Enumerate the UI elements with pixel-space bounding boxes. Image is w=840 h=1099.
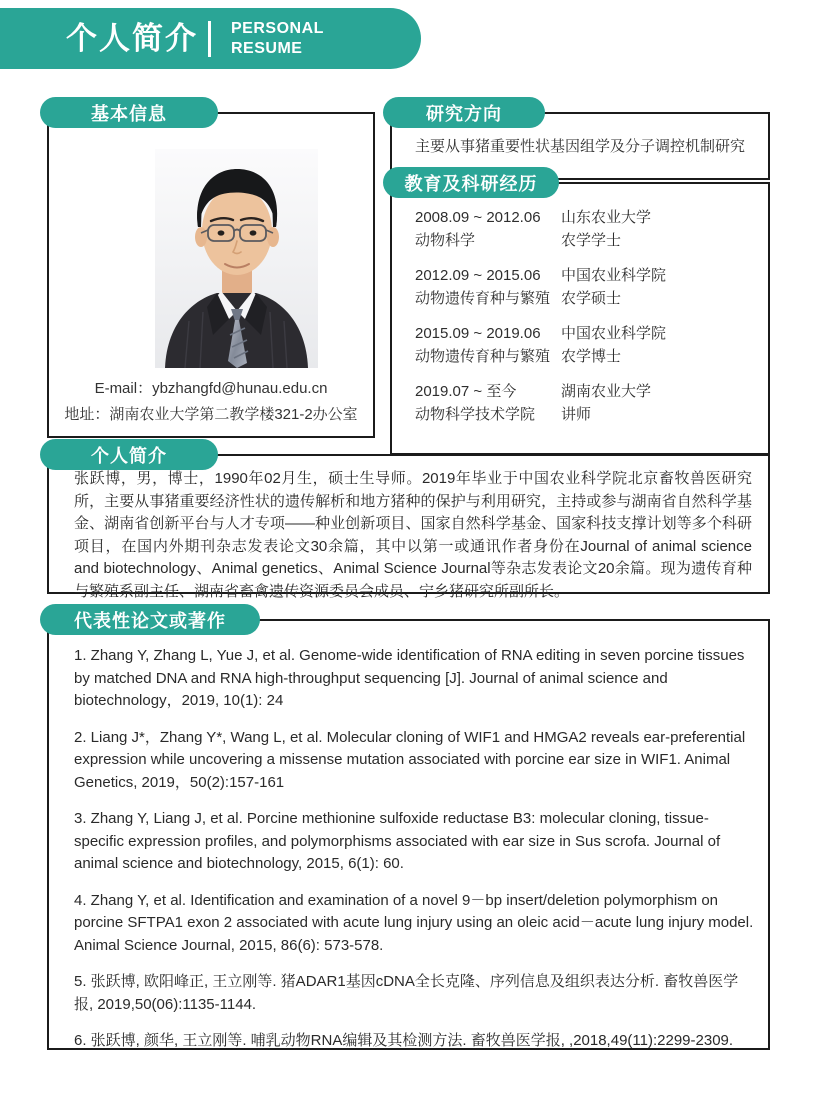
publication-item: 5. 张跃博, 欧阳峰正, 王立刚等. 猪ADAR1基因cDNA全长克隆、序列信息及组织表达分析. 畜牧兽医学报, 2019,50(06):1135-1144.	[74, 973, 739, 1013]
header-divider	[208, 21, 211, 57]
page-title-en-line2: RESUME	[231, 39, 303, 57]
edu-school: 中国农业科学院	[561, 325, 667, 342]
education-entry	[415, 380, 755, 426]
education-entry	[415, 206, 755, 252]
edu-degree: 讲师	[561, 406, 592, 423]
edu-degree: 农学学士	[561, 232, 622, 249]
publication-item: 4. Zhang Y, et al. Identification and examination of a novel 9－bp insert/deletion polymorphism on porcine SFTPA1 exon 2 associated with acute lung injury using an oleic acid－acute lung injury model. Animal Science Journal, 2015, 86(6): 573-578.	[74, 891, 754, 954]
education-entry-row	[415, 322, 755, 345]
profile-paragraph: 张跃博，男，博士，1990年02月生，硕士生导师。2019年毕业于中国农业科学院北京畜牧兽医研究所，主要从事猪重要经济性状的遗传解析和地方猪种的保护与利用研究，主持或参与湖南省自然科学基金、湖南省创新平台与人才专项——种业创新项目、国家自然科学基金、国家科技支撑计划等多个科研项目，在国内外期刊杂志发表论文30余篇，其中以第一或通讯作者身份在Journal of animal science and biotechnology、Animal genetics、Animal Science Journal等杂志发表论文20余篇。现为遗传育种与繁殖系副主任、湖南省畜禽遗传资源委员会成员、宁乡猪研究所副所长。	[74, 470, 752, 600]
edu-major: 动物科学	[415, 232, 476, 249]
edu-degree: 农学博士	[561, 348, 622, 365]
portrait-illustration	[155, 149, 318, 368]
page-title-en-line1: PERSONAL	[231, 19, 324, 37]
education-entry-row	[415, 345, 755, 368]
education-entry-row	[415, 380, 755, 403]
edu-degree: 农学硕士	[561, 290, 622, 307]
edu-school: 山东农业大学	[561, 209, 652, 226]
page-title-en	[231, 19, 324, 59]
edu-period: 2008.09 ~ 2012.06	[415, 209, 541, 226]
publications-title: 代表性论文或著作	[40, 604, 260, 635]
edu-period: 2015.09 ~ 2019.06	[415, 325, 541, 342]
edu-major: 动物科学技术学院	[415, 406, 536, 423]
education-entry-row	[415, 403, 755, 426]
education-entry	[415, 264, 755, 310]
edu-major: 动物遗传育种与繁殖	[415, 348, 551, 365]
education-entry-row	[415, 206, 755, 229]
page-header-banner	[0, 8, 421, 69]
edu-school: 中国农业科学院	[561, 267, 667, 284]
publication-item: 3. Zhang Y, Liang J, et al. Porcine methionine sulfoxide reductase B3: molecular cloning, tissue-specific expression profiles, and polymorphisms associated with ear size in Sus scrofa. Journal of animal science and biotechnology, 2015, 6(1): 60.	[74, 810, 721, 872]
publication-item: 6. 张跃博, 颜华, 王立刚等. 哺乳动物RNA编辑及其检测方法. 畜牧兽医学报, ,2018,49(11):2299-2309.	[74, 1032, 734, 1049]
edu-period: 2019.07 ~ 至今	[415, 383, 517, 400]
edu-period: 2012.09 ~ 2015.06	[415, 267, 541, 284]
research-title: 研究方向	[383, 97, 545, 128]
education-entry	[415, 322, 755, 368]
profile-title: 个人简介	[40, 439, 218, 470]
education-list	[415, 206, 755, 438]
publication-item: 1. Zhang Y, Zhang L, Yue J, et al. Genome-wide identification of RNA editing in seven porcine tissues by matched DNA and RNA high-throughput sequencing [J]. Journal of animal science and biotechnology，2019, 10(1): 24	[74, 647, 745, 709]
portrait-photo	[155, 149, 318, 368]
publications-list	[74, 645, 756, 1067]
research-direction-text: 主要从事猪重要性状基因组学及分子调控机制研究	[415, 138, 746, 155]
address-text: 地址：湖南农业大学第二教学楼321-2办公室	[64, 406, 358, 423]
email-text: E-mail：ybzhangfd@hunau.edu.cn	[94, 380, 328, 397]
education-entry-row	[415, 264, 755, 287]
education-entry-row	[415, 229, 755, 252]
edu-school: 湖南农业大学	[561, 383, 652, 400]
publication-item: 2. Liang J*，Zhang Y*, Wang L, et al. Molecular cloning of WIF1 and HMGA2 reveals ear-preferential expression while uncovering a missense mutation associated with porcine ear size in WIF1. Animal Genetics, 2019，50(2):157-161	[74, 728, 746, 791]
education-title: 教育及科研经历	[383, 167, 559, 198]
education-entry-row	[415, 287, 755, 310]
basic-info-title: 基本信息	[40, 97, 218, 128]
page-title: 个人简介	[66, 21, 198, 56]
edu-major: 动物遗传育种与繁殖	[415, 290, 551, 307]
